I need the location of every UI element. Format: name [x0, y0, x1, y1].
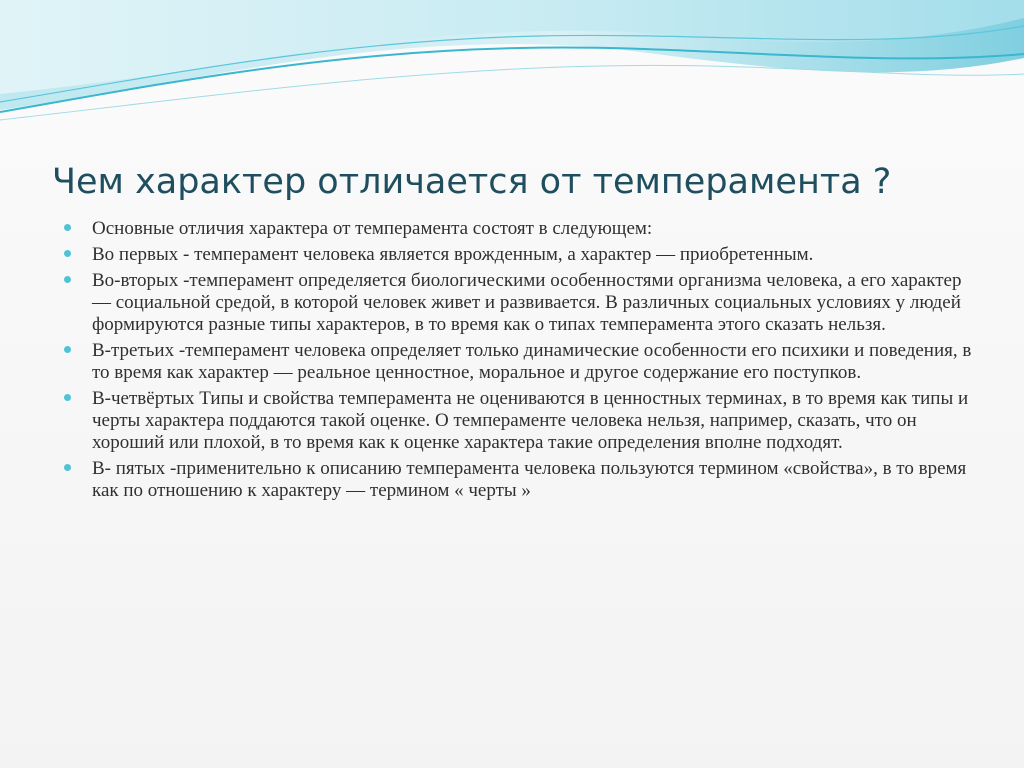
bullet-dot-icon [64, 464, 71, 471]
bullet-item [62, 244, 972, 266]
bullet-item [62, 218, 972, 240]
bullet-dot-icon [64, 224, 71, 231]
bullet-item [62, 458, 972, 502]
bullet-item [62, 270, 972, 336]
bullet-dot-icon [64, 250, 71, 257]
bullet-text: В-третьих -темперамент человека определяет только динамические особенности его психики и поведения, в то время как характер — реальное ценностное, моральное и другое содержание его поступков. [92, 340, 972, 383]
bullet-text: В- пятых -применительно к описанию темперамента человека пользуются термином «свойства», в то время как по отношению к характеру — термином « черты » [92, 458, 967, 501]
bullet-dot-icon [64, 394, 71, 401]
bullet-text: Во-вторых -темперамент определяется биологическими особенностями организма человека, а его характер — социальной средой, в которой человек живет и развивается. В различных социальных условиях у людей формируются разные типы характеров, в то время как о типах темперамента этого сказать нельзя. [92, 270, 962, 335]
bullet-list [62, 218, 972, 506]
bullet-dot-icon [64, 346, 71, 353]
slide-title: Чем характер отличается от темперамента ? [52, 162, 892, 202]
bullet-text: Во первых - темперамент человека является врожденным, а характер — приобретенным. [92, 244, 814, 265]
bullet-dot-icon [64, 276, 71, 283]
bullet-item [62, 388, 972, 454]
wave-decoration [0, 0, 1024, 130]
bullet-text: В-четвёртых Типы и свойства темперамента не оцениваются в ценностных терминах, в то время как типы и черты характера поддаются такой оценке. О темпераменте человека нельзя, например, сказать, что он хороший или плохой, в то время как к оценке характера такие определения вполне подходят. [92, 388, 969, 453]
bullet-item [62, 340, 972, 384]
bullet-text: Основные отличия характера от темперамента состоят в следующем: [92, 218, 653, 239]
